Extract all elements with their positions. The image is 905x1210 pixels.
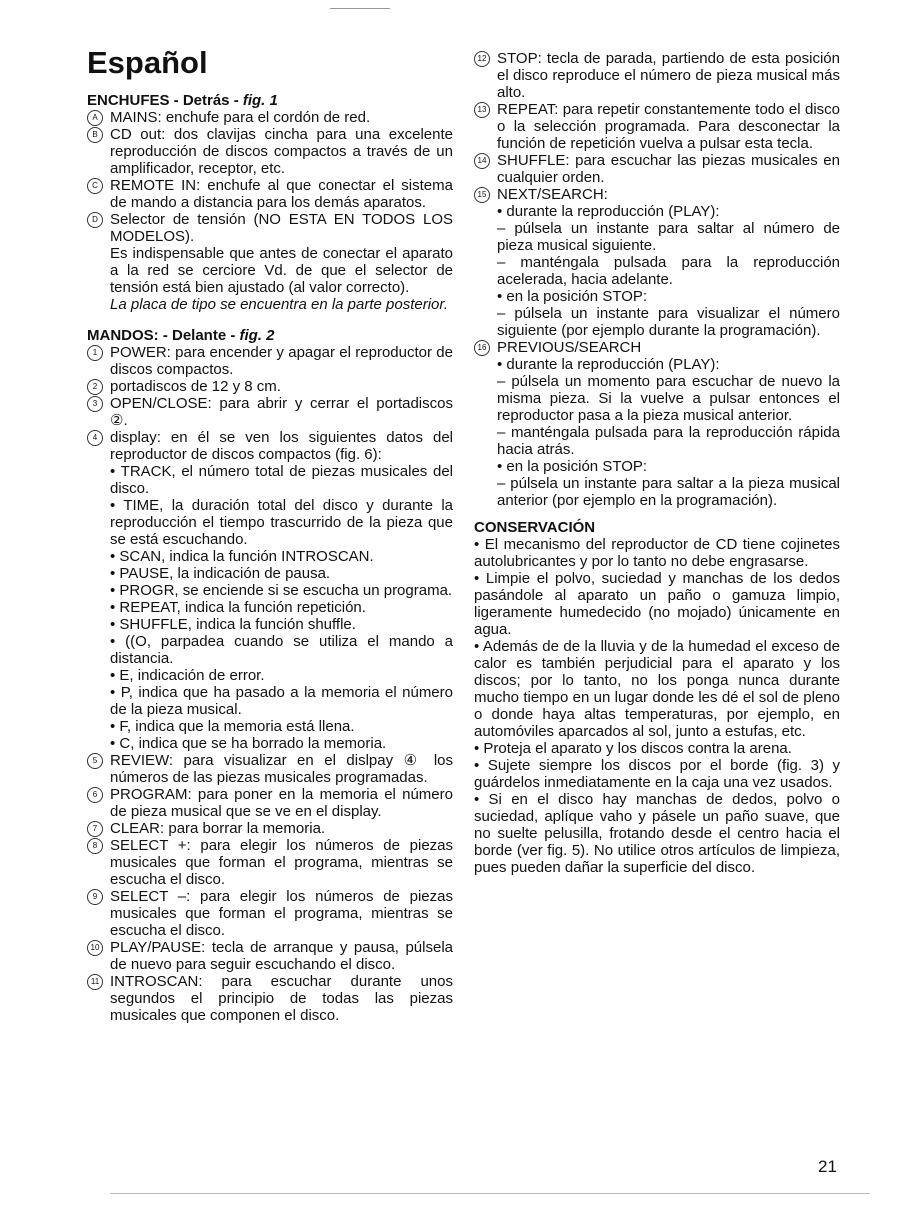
circle-15-marker: 15	[474, 187, 490, 203]
circle-13-marker: 13	[474, 102, 490, 118]
controls-item-text: STOP: tecla de parada, partiendo de esta posición el disco reproduce el número de pieza musical más alto.	[497, 50, 840, 101]
circle-2-marker: 2	[87, 379, 103, 395]
conservacion-heading: CONSERVACIÓN	[474, 519, 596, 536]
circle-8-marker: 8	[87, 838, 103, 854]
mandos-item-8	[87, 837, 453, 888]
circle-a-marker: A	[87, 110, 103, 126]
controls-item-15	[474, 186, 840, 203]
display-bullet: • SCAN, indica la función INTROSCAN.	[110, 548, 374, 565]
circle-5-marker: 5	[87, 753, 103, 769]
mandos-item-text: INTROSCAN: para escuchar durante unos segundos el principio de todas las piezas musicales que componen el disco.	[110, 973, 453, 1024]
mandos-item-text: POWER: para encender y apagar el reproductor de discos compactos.	[110, 344, 453, 378]
right-column	[474, 50, 840, 876]
mandos-item-text: display: en él se ven los siguientes datos del reproductor de discos compactos (fig. 6):	[110, 429, 453, 463]
circle-12-marker: 12	[474, 51, 490, 67]
previous-search-line: – manténgala pulsada para la reproducción rápida hacia atrás.	[497, 424, 840, 458]
enchufes-item-text: MAINS: enchufe para el cordón de red.	[110, 109, 371, 126]
display-bullet: • TIME, la duración total del disco y durante la reproducción el tiempo trascurrido de la pieza que se está escuchando.	[110, 497, 453, 548]
scan-artifact-top	[330, 8, 390, 9]
left-column	[87, 44, 453, 1024]
mandos-item-7	[87, 820, 453, 837]
display-bullet: • C, indica que se ha borrado la memoria.	[110, 735, 387, 752]
mandos-item-text: PROGRAM: para poner en la memoria el número de pieza musical que se ve en el display.	[110, 786, 453, 820]
controls-item-text: SHUFFLE: para escuchar las piezas musicales en cualquier orden.	[497, 152, 840, 186]
enchufes-heading	[87, 92, 453, 109]
mandos-item-text: SELECT –: para elegir los números de piezas musicales que forman el programa, mientras se escucha el disco.	[110, 888, 453, 939]
mandos-item-1	[87, 344, 453, 378]
display-bullet: • REPEAT, indica la función repetición.	[110, 599, 366, 616]
controls-item-text: REPEAT: para repetir constantemente todo el disco o la selección programada. Para desconectar la función de repetición vuelva a pulsar esta tecla.	[497, 101, 840, 152]
display-bullet: • PAUSE, la indicación de pausa.	[110, 565, 331, 582]
mandos-item-text: CLEAR: para borrar la memoria.	[110, 820, 326, 837]
previous-search-line: • durante la reproducción (PLAY):	[497, 356, 720, 373]
mandos-item-text: REVIEW: para visualizar en el dislpay ④ los números de las piezas musicales programadas.	[110, 752, 453, 786]
display-bullet: • ((O, parpadea cuando se utiliza el mando a distancia.	[110, 633, 453, 667]
display-bullet: • TRACK, el número total de piezas musicales del disco.	[110, 463, 453, 497]
mandos-item-6	[87, 786, 453, 820]
display-bullet: • E, indicación de error.	[110, 667, 265, 684]
voltage-note: Es indispensable que antes de conectar el aparato a la red se cerciore Vd. de que el selector de tensión está bien ajustado (al valor correcto).	[110, 245, 453, 296]
controls-item-16	[474, 339, 840, 356]
display-bullet: • SHUFFLE, indica la función shuffle.	[110, 616, 356, 633]
enchufes-item-text: Selector de tensión (NO ESTA EN TODOS LOS MODELOS).	[110, 211, 453, 245]
next-search-line: • durante la reproducción (PLAY):	[497, 203, 720, 220]
enchufes-item-text: REMOTE IN: enchufe al que conectar el sistema de mando a distancia para los demás aparatos.	[110, 177, 453, 211]
circle-3-marker: 3	[87, 396, 103, 412]
circle-c-marker: C	[87, 178, 103, 194]
display-bullet: • PROGR, se enciende si se escucha un programa.	[110, 582, 453, 599]
circle-7-marker: 7	[87, 821, 103, 837]
circle-14-marker: 14	[474, 153, 490, 169]
mandos-item-3	[87, 395, 453, 429]
enchufes-item-b	[87, 126, 453, 177]
conservacion-paragraph: • Limpie el polvo, suciedad y manchas de los dedos pasándole al aparato un paño o gamuza limpio, ligeramente humedecido (no mojado) únicamente en agua.	[474, 570, 840, 638]
page-title: Español	[87, 45, 208, 80]
page-number: 21	[818, 1157, 837, 1176]
mandos-heading	[87, 327, 453, 344]
circle-6-marker: 6	[87, 787, 103, 803]
conservacion-paragraph: • Si en el disco hay manchas de dedos, polvo o suciedad, aplíque vaho y pásele un paño suave, que no suelte pelusilla, frotando desde el centro hacia el borde (ver fig. 5). No utilice otros artículos de limpieza, pues pueden dañar la superficie del disco.	[474, 791, 840, 876]
conservacion-paragraph: • Además de de la lluvia y de la humedad el exceso de calor es también perjudicial para el aparato y los discos; por lo tanto, no los ponga nunca durante mucho tiempo en un lugar donde les dé el sol de pleno o donde haya altas temperaturas, por ejemplo, en automóviles aparcados al sol, junto a estufas, etc.	[474, 638, 840, 740]
enchufes-heading-text: ENCHUFES - Detrás -	[87, 92, 243, 109]
mandos-item-4	[87, 429, 453, 463]
controls-item-12	[474, 50, 840, 101]
mandos-heading-text: MANDOS: - Delante -	[87, 327, 240, 344]
enchufes-fig-ref: fig. 1	[242, 92, 278, 109]
scan-artifact-bottom	[110, 1193, 870, 1194]
circle-b-marker: B	[87, 127, 103, 143]
enchufes-item-d	[87, 211, 453, 245]
mandos-fig-ref: fig. 2	[239, 327, 275, 344]
circle-d-marker: D	[87, 212, 103, 228]
next-search-line: – púlsela un instante para saltar al número de pieza musical siguiente.	[497, 220, 840, 254]
mandos-item-9	[87, 888, 453, 939]
mandos-item-text: PLAY/PAUSE: tecla de arranque y pausa, púlsela de nuevo para seguir escuchando el disco.	[110, 939, 453, 973]
circle-1-marker: 1	[87, 345, 103, 361]
conservacion-paragraph: • Sujete siempre los discos por el borde (fig. 3) y guárdelos inmediatamente en la caja una vez usados.	[474, 757, 840, 791]
mandos-item-text: OPEN/CLOSE: para abrir y cerrar el portadiscos ②.	[110, 395, 453, 429]
display-bullet: • F, indica que la memoria está llena.	[110, 718, 355, 735]
enchufes-item-text: CD out: dos clavijas cincha para una excelente reproducción de discos compactos a través de un amplificador, receptor, etc.	[110, 126, 453, 177]
previous-search-line: – púlsela un momento para escuchar de nuevo la misma pieza. Si la vuelve a pulsar entonces el reproductor pasa a la pieza musical anterior.	[497, 373, 840, 424]
circle-4-marker: 4	[87, 430, 103, 446]
controls-item-text: PREVIOUS/SEARCH	[497, 339, 642, 356]
previous-search-line: • en la posición STOP:	[497, 458, 648, 475]
mandos-item-10	[87, 939, 453, 973]
mandos-item-text: portadiscos de 12 y 8 cm.	[110, 378, 281, 395]
display-bullet: • P, indica que ha pasado a la memoria el número de la pieza musical.	[110, 684, 453, 718]
enchufes-item-c	[87, 177, 453, 211]
conservacion-paragraph: • El mecanismo del reproductor de CD tiene cojinetes autolubricantes y por lo tanto no debe engrasarse.	[474, 536, 840, 570]
mandos-item-11	[87, 973, 453, 1024]
mandos-item-2	[87, 378, 453, 395]
enchufes-item-a	[87, 109, 453, 126]
circle-16-marker: 16	[474, 340, 490, 356]
circle-9-marker: 9	[87, 889, 103, 905]
controls-item-14	[474, 152, 840, 186]
conservacion-paragraph: • Proteja el aparato y los discos contra la arena.	[474, 740, 792, 757]
next-search-line: • en la posición STOP:	[497, 288, 648, 305]
controls-item-text: NEXT/SEARCH:	[497, 186, 608, 203]
previous-search-line: – púlsela un instante para saltar a la pieza musical anterior (por ejemplo en la programación).	[497, 475, 840, 509]
mandos-item-text: SELECT +: para elegir los números de piezas musicales que forman el programa, mientras se escucha el disco.	[110, 837, 453, 888]
mandos-item-5	[87, 752, 453, 786]
controls-item-13	[474, 101, 840, 152]
voltage-note-italic: La placa de tipo se encuentra en la parte posterior.	[110, 296, 448, 313]
next-search-line: – púlsela un instante para visualizar el número siguiente (por ejemplo durante la programación).	[497, 305, 840, 339]
circle-10-marker: 10	[87, 940, 103, 956]
next-search-line: – manténgala pulsada para la reproducción acelerada, hacia adelante.	[497, 254, 840, 288]
circle-11-marker: 11	[87, 974, 103, 990]
